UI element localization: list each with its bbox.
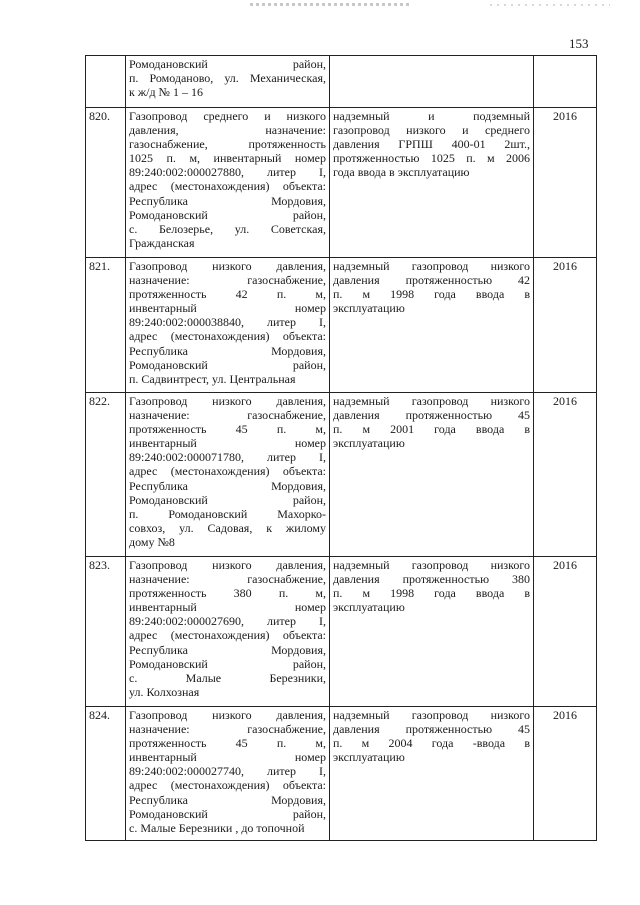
object-description-line: протяженность 42 п. м, xyxy=(129,287,326,302)
object-description xyxy=(126,258,330,393)
table-row xyxy=(86,258,597,393)
object-characteristics-line: надземный газопровод низкого xyxy=(333,394,530,408)
row-number: 822. xyxy=(86,393,126,557)
object-characteristics-line: п. м 1998 года ввода в xyxy=(333,287,530,302)
object-description-line: инвентарный номер xyxy=(129,600,326,615)
object-description-line: п. Ромоданово, ул. Механическая, xyxy=(129,71,326,86)
object-description-line: совхоз, ул. Садовая, к жилому xyxy=(129,520,326,535)
object-characteristics-line: газопровод низкого и среднего xyxy=(333,123,530,138)
table-row xyxy=(86,56,597,108)
table-row xyxy=(86,393,597,557)
object-description-line: адрес (местонахождения) объекта: xyxy=(129,628,326,643)
row-number: 823. xyxy=(86,557,126,707)
object-description xyxy=(126,393,330,557)
object-description-line: Республика Мордовия, xyxy=(129,478,326,493)
object-characteristics xyxy=(330,108,534,258)
object-characteristics-line: надземный и подземный xyxy=(333,109,530,123)
year-cell: 2016 xyxy=(534,258,597,393)
object-characteristics-line: п. м 1998 года ввода в xyxy=(333,586,530,601)
object-description-line: назначение: газоснабжение, xyxy=(129,273,326,288)
object-description-line: п. Садвинтрест, ул. Центральная xyxy=(129,371,296,386)
object-description-line: Ромодановский район, xyxy=(129,806,326,821)
object-description xyxy=(126,707,330,841)
object-description-line: 89:240:002:000038840, литер I, xyxy=(129,315,326,330)
object-description xyxy=(126,108,330,258)
object-description-line: дому №8 xyxy=(129,534,175,549)
object-characteristics-line: эксплуатацию xyxy=(333,600,405,615)
object-characteristics xyxy=(330,393,534,557)
object-description-line: адрес (местонахождения) объекта: xyxy=(129,778,326,793)
page-number: 153 xyxy=(569,36,589,51)
year-cell xyxy=(534,56,597,108)
object-description-line: назначение: газоснабжение, xyxy=(129,408,326,423)
object-description-line: 89:240:002:000071780, литер I, xyxy=(129,450,326,465)
object-description-line: Ромодановский район, xyxy=(129,57,326,71)
object-description-line: 89:240:002:000027740, литер I, xyxy=(129,764,326,779)
object-description-line: адрес (местонахождения) объекта: xyxy=(129,179,326,194)
object-characteristics-line: надземный газопровод низкого xyxy=(333,708,530,722)
object-description-line: Газопровод среднего и низкого xyxy=(129,109,326,123)
object-description-line: Ромодановский район, xyxy=(129,656,326,671)
object-description-line: с. Белозерье, ул. Советская, xyxy=(129,221,326,236)
object-characteristics-line: давления ГРПШ 400-01 2шт., xyxy=(333,137,530,152)
object-characteristics-line: п. м 2001 года ввода в xyxy=(333,422,530,437)
object-description-line: протяженность 45 п. м, xyxy=(129,736,326,751)
object-description-line: Ромодановский район, xyxy=(129,357,326,372)
table-row xyxy=(86,707,597,841)
object-description-line: назначение: газоснабжение, xyxy=(129,722,326,737)
object-characteristics xyxy=(330,258,534,393)
object-description-line: Газопровод низкого давления, xyxy=(129,708,326,722)
registry-table xyxy=(85,55,597,841)
object-description-line: адрес (местонахождения) объекта: xyxy=(129,464,326,479)
object-description-line: инвентарный номер xyxy=(129,436,326,451)
year-cell: 2016 xyxy=(534,707,597,841)
object-characteristics-line: надземный газопровод низкого xyxy=(333,259,530,273)
year-cell: 2016 xyxy=(534,108,597,258)
object-description-line: протяженность 45 п. м, xyxy=(129,422,326,437)
object-description-line: адрес (местонахождения) объекта: xyxy=(129,329,326,344)
object-description-line: инвентарный номер xyxy=(129,750,326,765)
object-description-line: газоснабжение, протяженность xyxy=(129,137,326,152)
object-description xyxy=(126,56,330,108)
table-row xyxy=(86,108,597,258)
row-number: 821. xyxy=(86,258,126,393)
object-characteristics-line: надземный газопровод низкого xyxy=(333,558,530,572)
object-characteristics-line: давления протяженностью 45 xyxy=(333,408,530,423)
object-description-line: Республика Мордовия, xyxy=(129,193,326,208)
object-description-line: Республика Мордовия, xyxy=(129,343,326,358)
object-description-line: Ромодановский район, xyxy=(129,207,326,222)
object-description-line: с. Малые Березники , до топочной xyxy=(129,820,305,835)
object-description-line: протяженность 380 п. м, xyxy=(129,586,326,601)
object-description-line: давления, назначение: xyxy=(129,123,326,138)
object-description-line: 89:240:002:000027690, литер I, xyxy=(129,614,326,629)
object-characteristics xyxy=(330,557,534,707)
object-description-line: Ромодановский район, xyxy=(129,492,326,507)
object-characteristics-line: п. м 2004 года -ввода в xyxy=(333,736,530,751)
year-cell: 2016 xyxy=(534,393,597,557)
scan-artifact xyxy=(250,3,410,6)
object-characteristics-line: давления протяженностью 42 xyxy=(333,273,530,288)
table-row xyxy=(86,557,597,707)
object-description-line: назначение: газоснабжение, xyxy=(129,572,326,587)
object-description-line: ул. Колхозная xyxy=(129,684,200,699)
object-characteristics xyxy=(330,707,534,841)
object-characteristics-line: протяженностью 1025 п. м 2006 xyxy=(333,151,530,166)
object-description-line: Республика Мордовия, xyxy=(129,642,326,657)
object-description-line: Газопровод низкого давления, xyxy=(129,558,326,572)
object-description-line: п. Ромодановский Махорко- xyxy=(129,506,326,521)
object-characteristics xyxy=(330,56,534,108)
row-number: 820. xyxy=(86,108,126,258)
year-cell: 2016 xyxy=(534,557,597,707)
object-description xyxy=(126,557,330,707)
object-description-line: Республика Мордовия, xyxy=(129,792,326,807)
object-description-line: с. Малые Березники, xyxy=(129,670,326,685)
row-number: 824. xyxy=(86,707,126,841)
object-description-line: Газопровод низкого давления, xyxy=(129,394,326,408)
object-characteristics-line: года ввода в эксплуатацию xyxy=(333,165,470,180)
scan-artifact xyxy=(490,4,610,6)
object-characteristics-line: эксплуатацию xyxy=(333,750,405,765)
object-description-line: Гражданская xyxy=(129,235,195,250)
object-characteristics-line: давления протяженностью 45 xyxy=(333,722,530,737)
object-characteristics-line: эксплуатацию xyxy=(333,436,405,451)
object-characteristics-line: давления протяженностью 380 xyxy=(333,572,530,587)
object-description-line: инвентарный номер xyxy=(129,301,326,316)
row-number xyxy=(86,56,126,108)
object-description-line: 1025 п. м, инвентарный номер xyxy=(129,151,326,166)
object-characteristics-line: эксплуатацию xyxy=(333,301,405,316)
object-description-line: Газопровод низкого давления, xyxy=(129,259,326,273)
object-description-line: к ж/д № 1 – 16 xyxy=(129,85,204,100)
object-description-line: 89:240:002:000027880, литер I, xyxy=(129,165,326,180)
